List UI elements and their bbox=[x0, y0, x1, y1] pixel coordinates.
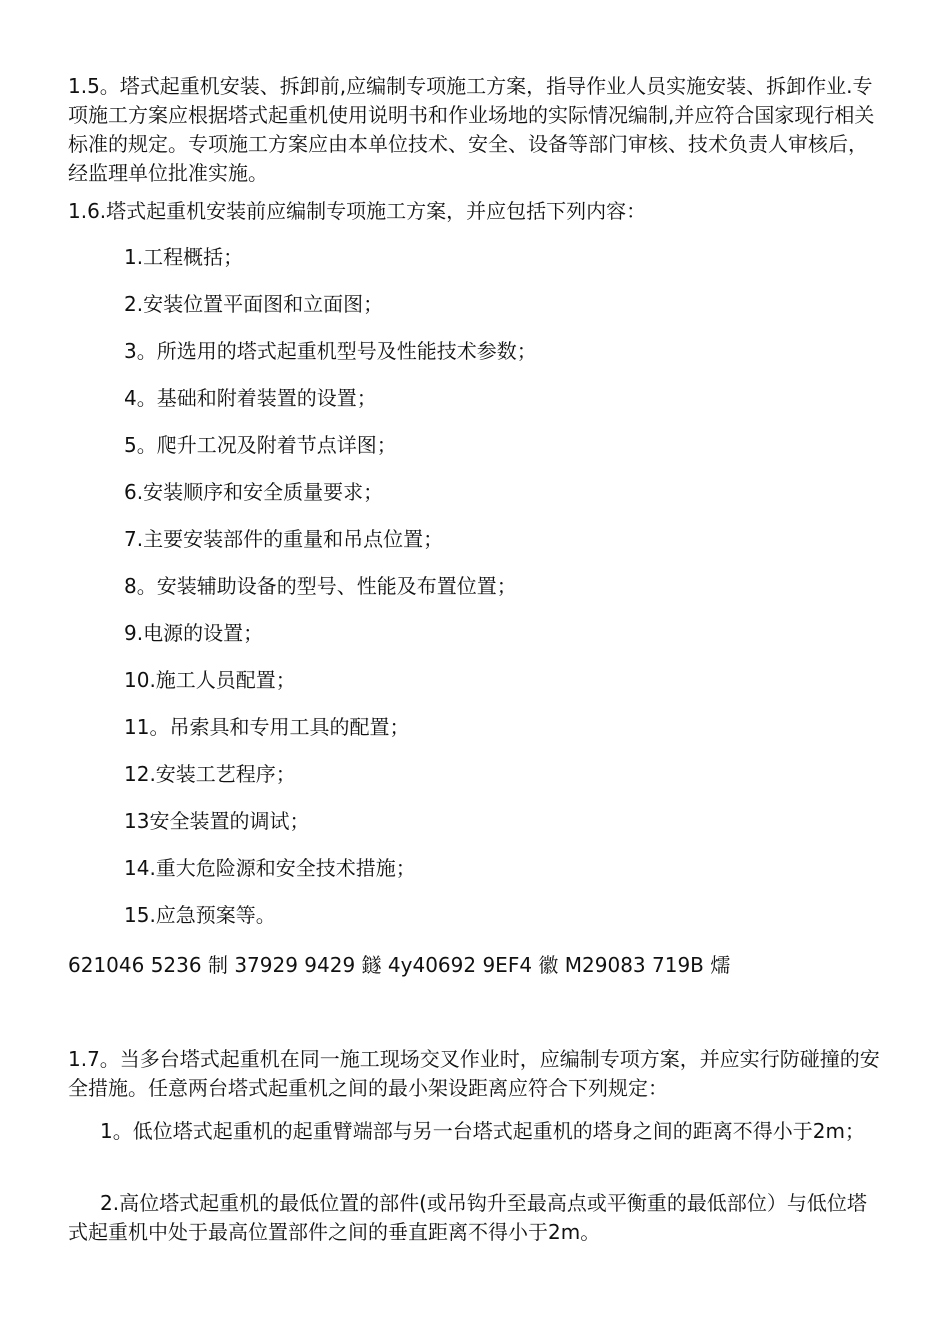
section-1-5-paragraph: 1.5。塔式起重机安装、拆卸前,应编制专项施工方案，指导作业人员实施安装、拆卸作业.专项施工方案应根据塔式起重机使用说明书和作业场地的实际情况编制,并应符合国家现行相关标准的规定。专项施工方案应由本单位技术、安全、设备等部门审核、技术负责人审核后，经监理单位批准实施。 bbox=[68, 74, 875, 185]
list-item: 2.安装位置平面图和立面图； bbox=[124, 292, 384, 316]
section-1-7-paragraph: 1.7。当多台塔式起重机在同一施工现场交叉作业时，应编制专项方案，并应实行防碰撞的安全措施。任意两台塔式起重机之间的最小架设距离应符合下列规定： bbox=[68, 1047, 880, 1100]
list-item: 7.主要安装部件的重量和吊点位置； bbox=[124, 527, 444, 551]
list-item: 15.应急预案等。 bbox=[124, 903, 276, 927]
list-item: 1.工程概括； bbox=[124, 245, 244, 269]
list-item: 3。所选用的塔式起重机型号及性能技术参数； bbox=[124, 339, 537, 363]
section-1-6-heading: 1.6.塔式起重机安装前应编制专项施工方案，并应包括下列内容： bbox=[68, 199, 647, 223]
list-item: 13安全装置的调试； bbox=[124, 809, 310, 833]
list-item: 4。基础和附着装置的设置； bbox=[124, 386, 377, 410]
rule-1-paragraph: 1。低位塔式起重机的起重臂端部与另一台塔式起重机的塔身之间的距离不得小于2m； bbox=[100, 1119, 865, 1143]
list-item: 14.重大危险源和安全技术措施； bbox=[124, 856, 416, 880]
list-item: 5。爬升工况及附着节点详图； bbox=[124, 433, 397, 457]
list-item: 12.安装工艺程序； bbox=[124, 762, 296, 786]
rule-2-paragraph: 2.高位塔式起重机的最低位置的部件(或吊钩升至最高点或平衡重的最低部位）与低位塔式起重机中处于最高位置部件之间的垂直距离不得小于2m。 bbox=[68, 1191, 867, 1244]
list-item: 10.施工人员配置； bbox=[124, 668, 296, 692]
garbled-text-line: 621046 5236 制 37929 9429 鐩 4y40692 9EF4 徽 M29083 719B 燸 bbox=[68, 953, 731, 977]
list-item: 9.电源的设置； bbox=[124, 621, 264, 645]
list-item: 8。安装辅助设备的型号、性能及布置位置； bbox=[124, 574, 517, 598]
list-item: 11。吊索具和专用工具的配置； bbox=[124, 715, 410, 739]
list-item: 6.安装顺序和安全质量要求； bbox=[124, 480, 384, 504]
